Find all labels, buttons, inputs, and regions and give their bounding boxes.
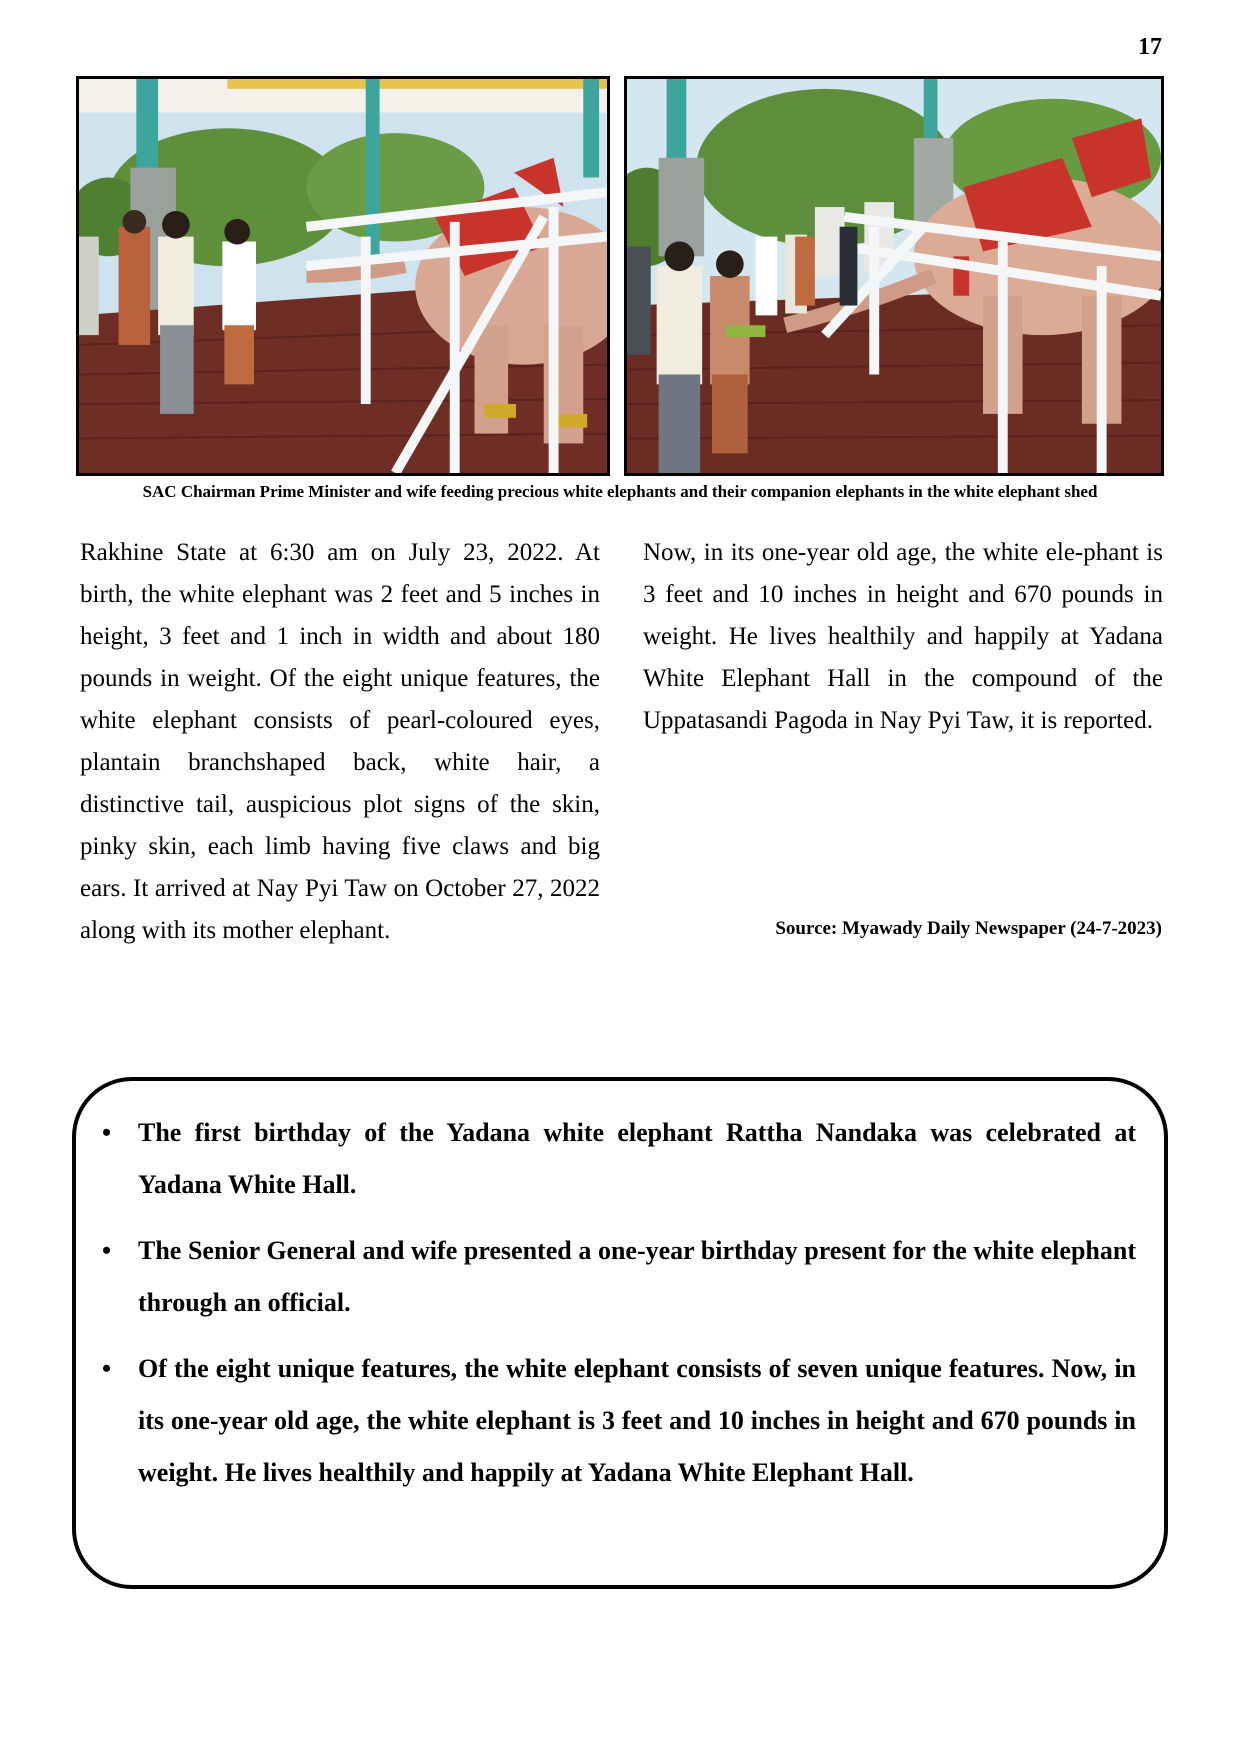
summary-box <box>72 1077 1168 1589</box>
photo-feeding-elephant-right <box>624 76 1164 476</box>
summary-list <box>76 1081 1164 1499</box>
summary-item-text: The first birthday of the Yadana white elephant Rattha Nandaka was celebrated at Yadana White Hall. <box>138 1118 1136 1199</box>
source-citation: Source: Myawady Daily Newspaper (24-7-2023) <box>775 918 1162 939</box>
summary-item <box>102 1225 1136 1329</box>
summary-item-text: The Senior General and wife presented a one-year birthday present for the white elephant through an official. <box>138 1236 1136 1317</box>
photo-image <box>79 79 607 473</box>
summary-item <box>102 1343 1136 1499</box>
article-column-right: Now, in its one-year old age, the white ele-phant is 3 feet and 10 inches in height and 670 pounds in weight. He lives healthily and happily at Yadana White Elephant Hall in the compound of the Uppatasandi Pagoda in Nay Pyi Taw, it is reported. <box>643 539 1163 734</box>
summary-item-text: Of the eight unique features, the white elephant consists of seven unique features. Now, in its one-year old age, the white elephant is 3 feet and 10 inches in height and 670 pounds in weight. He lives healthily and happily at Yadana White Elephant Hall. <box>138 1354 1136 1487</box>
summary-item <box>102 1107 1136 1211</box>
bullet-icon: • <box>102 1236 112 1265</box>
photo-feeding-elephant-left <box>76 76 610 476</box>
article-column-left: Rakhine State at 6:30 am on July 23, 2022. At birth, the white elephant was 2 feet and 5 inches in height, 3 feet and 1 inch in width and about 180 pounds in weight. Of the eight unique features, the white elephant consists of pearl-coloured eyes, plantain branchshaped back, white hair, a distinctive tail, auspicious plot signs of the skin, pinky skin, each limb having five claws and big ears. It arrived at Nay Pyi Taw on October 27, 2022 along with its mother elephant. <box>80 539 600 944</box>
bullet-icon: • <box>102 1354 112 1383</box>
bullet-icon: • <box>102 1118 112 1147</box>
photo-caption: SAC Chairman Prime Minister and wife feeding precious white elephants and their companion elephants in the white elephant shed <box>142 482 1098 501</box>
page-number: 17 <box>1138 34 1162 60</box>
photo-image <box>627 79 1161 473</box>
